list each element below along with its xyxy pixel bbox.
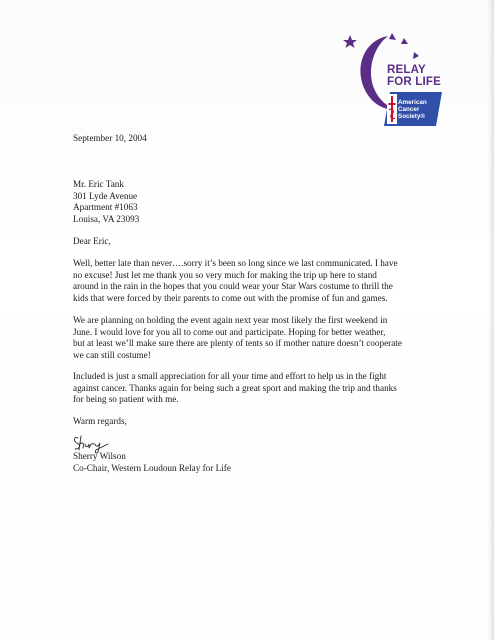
wordmark-line-1: RELAY — [387, 64, 426, 76]
paragraph-3 — [73, 371, 453, 406]
paragraph-line: We are planning on holding the event again next year most likely the first weekend in — [73, 315, 388, 325]
acs-wordmark — [398, 99, 427, 120]
paragraph-1 — [73, 258, 453, 304]
paragraph-2 — [73, 315, 453, 361]
address-line: Louisa, VA 23093 — [73, 213, 140, 224]
paragraph-line: against cancer. Thanks again for being such a great sport and making the trip and thanks — [73, 382, 397, 393]
acs-line-2: Cancer — [398, 106, 420, 113]
signer-block — [73, 451, 453, 474]
address-line: Apartment #1063 — [73, 202, 138, 212]
paragraph-line: around in the rain in the hopes that you could wear your Star Wars costume to thrill the — [73, 281, 393, 291]
page-edge-shadow — [488, 0, 494, 640]
paragraph-line: no excuse! Just let me thank you so very much for making the trip up here to stand — [73, 269, 377, 280]
paragraph-line: but at least we’ll make sure there are plenty of tents so if mother nature doesn’t cooperate — [73, 338, 402, 348]
recipient-address — [73, 179, 453, 225]
acs-line-3: Society® — [398, 113, 426, 120]
address-line: 301 Lyde Avenue — [73, 190, 138, 201]
relay-for-life-logo — [340, 30, 450, 130]
acs-line-1: American — [398, 99, 427, 106]
signer-title: Co-Chair, Western Loudoun Relay for Life — [73, 462, 231, 473]
signer-name: Sherry Wilson — [73, 451, 126, 461]
paragraph-line: we can still costume! — [73, 349, 151, 360]
salutation: Dear Eric, — [73, 236, 111, 246]
address-line: Mr. Eric Tank — [73, 179, 124, 189]
wordmark-line-2: FOR LIFE — [387, 76, 441, 88]
paragraph-line: June. I would love for you all to come out and participate. Hoping for better weather, — [73, 326, 386, 337]
star-icon — [343, 35, 357, 48]
paragraph-line: Well, better late than never….sorry it’s been so long since we last communicated. I have — [73, 258, 398, 268]
paragraph-line: for being so patient with me. — [73, 394, 179, 404]
paragraph-line: kids that were forced by their parents to come out with the promise of fun and games. — [73, 292, 388, 303]
letter-date: September 10, 2004 — [73, 133, 147, 143]
closing: Warm regards, — [73, 416, 127, 426]
paragraph-line: Included is just a small appreciation for all your time and effort to help us in the fight — [73, 371, 387, 381]
relay-for-life-wordmark — [387, 64, 441, 88]
